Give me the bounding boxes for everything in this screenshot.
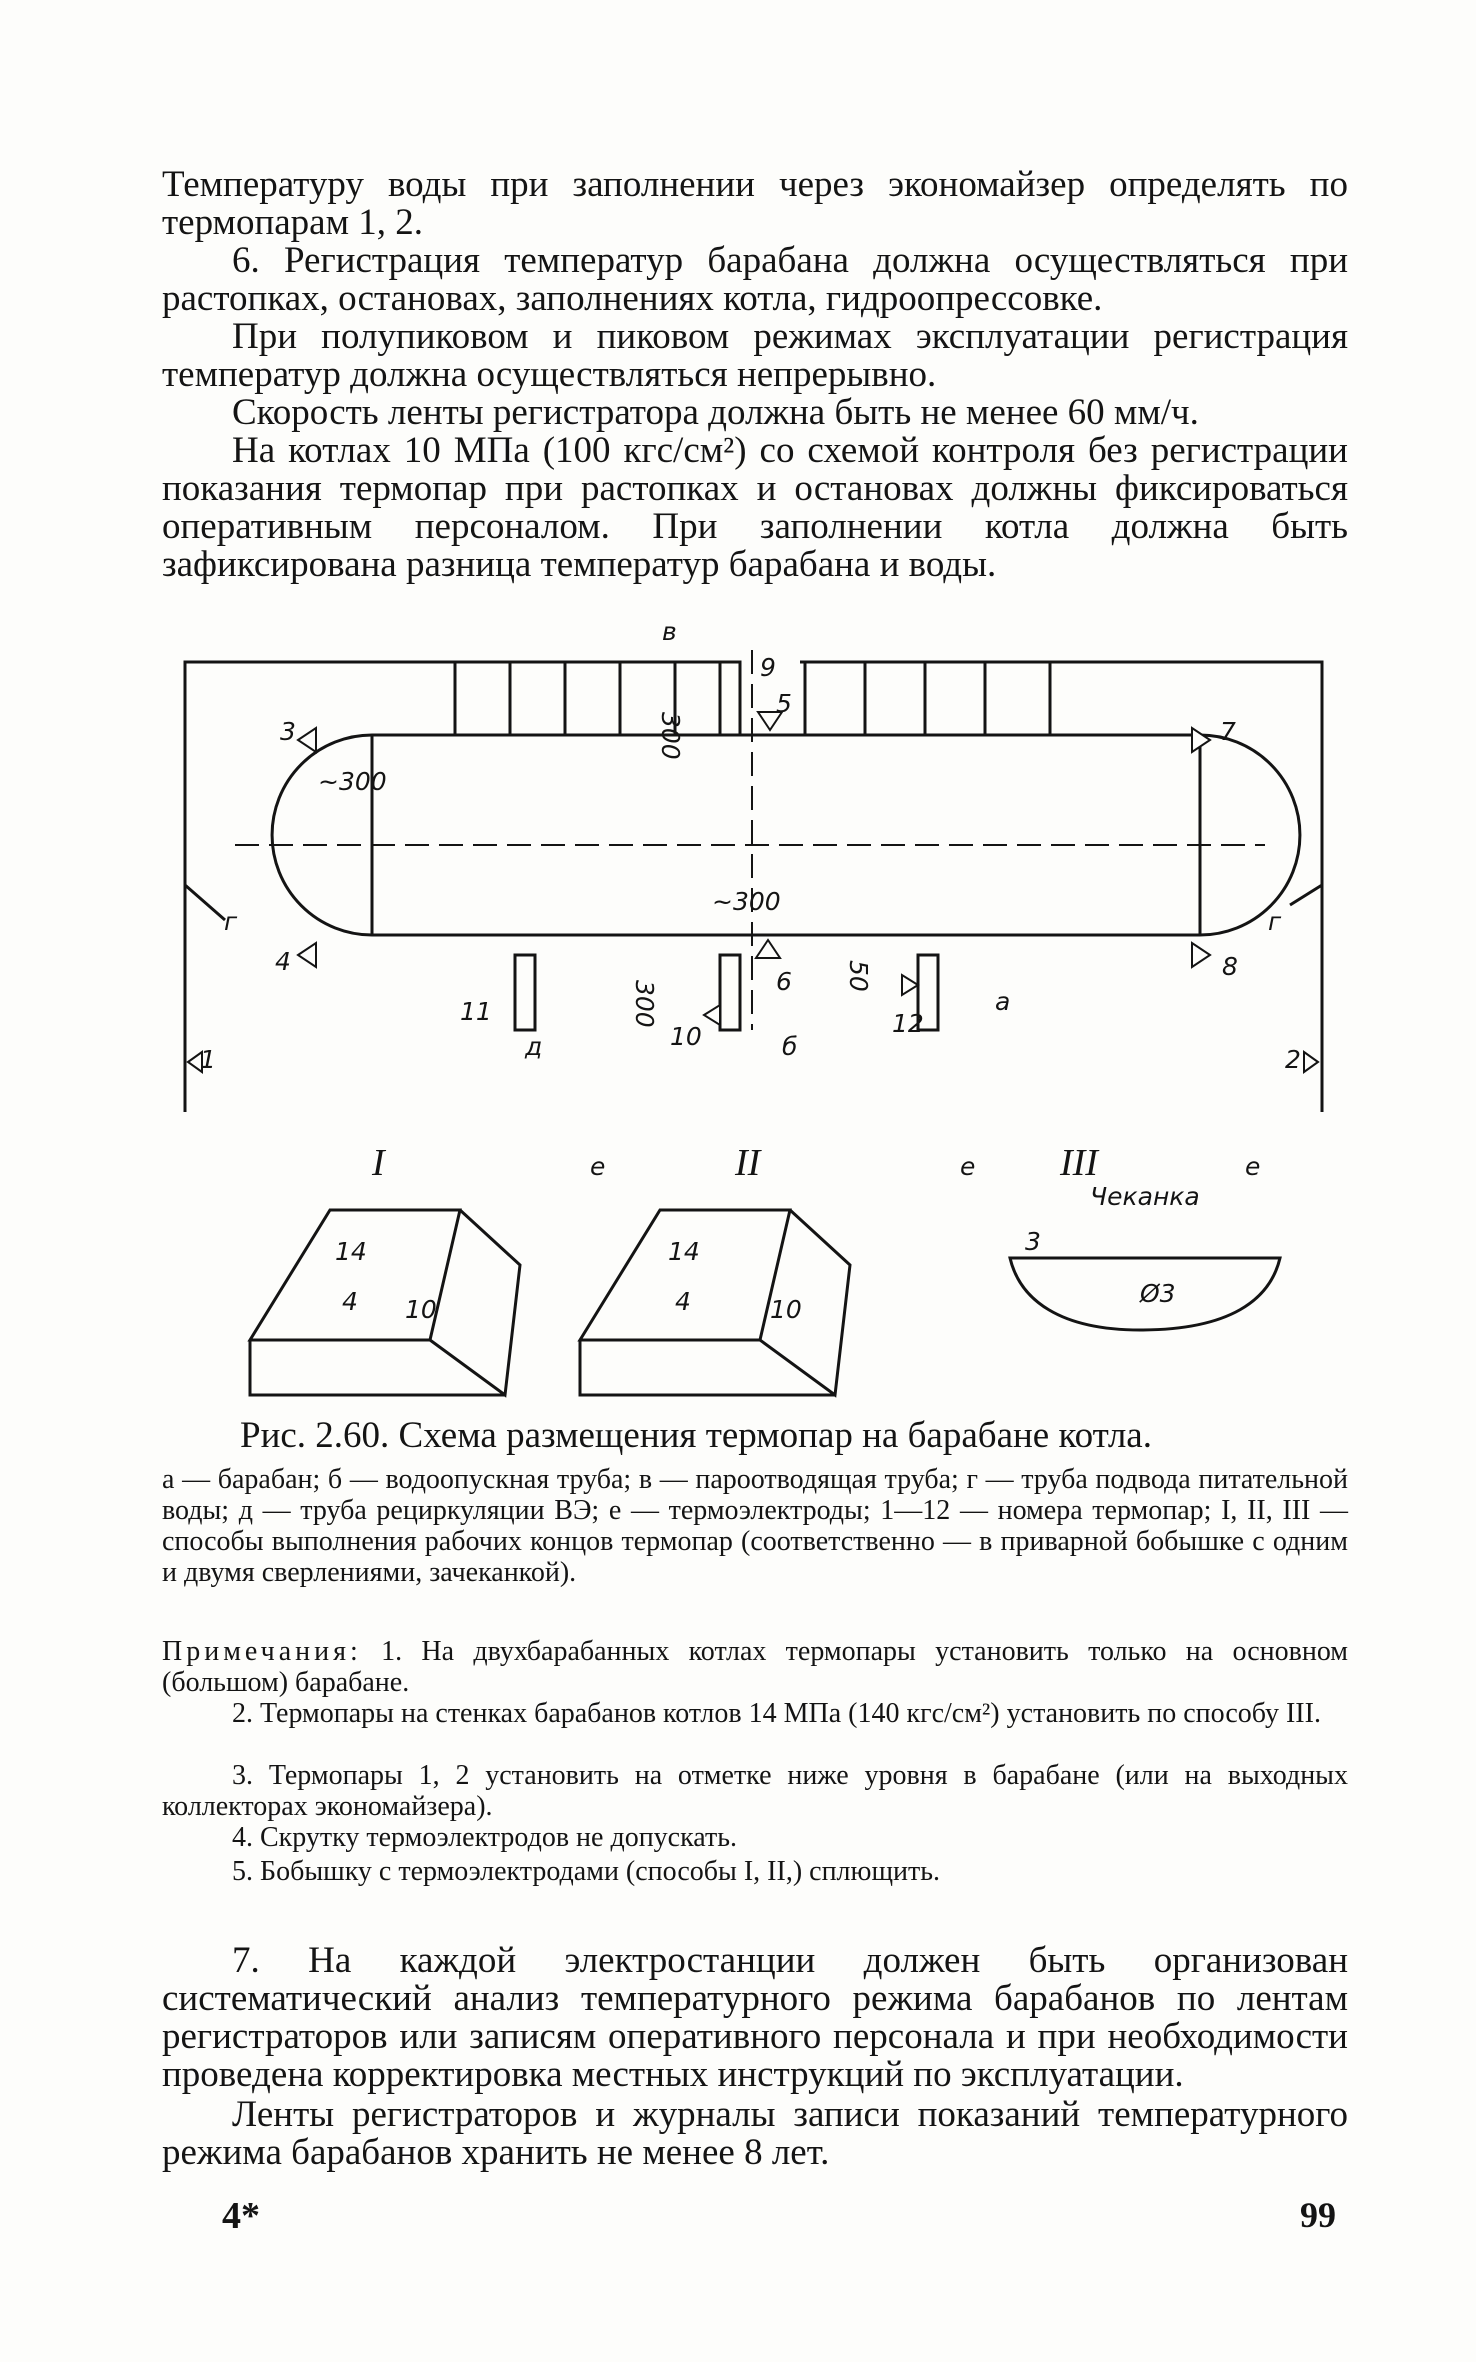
signature-mark: 4* — [222, 2195, 260, 2237]
paragraph-item-6: 6. Регистрация температур барабана должна осуществляться при растопках, остановах, заполнениях котла, гидроопрессовке. — [162, 240, 1348, 319]
dim-10-I: 10 — [405, 1295, 437, 1324]
notes-label: Примечания: — [162, 1636, 362, 1667]
label-7: 7 — [1220, 717, 1236, 746]
notes-note-1 — [162, 1636, 1348, 1698]
label-2: 2 — [1285, 1045, 1301, 1074]
note-5: 5. Бобышку с термоэлектродами (способы I, II,) сплющить. — [232, 1856, 940, 1887]
label-4: 4 — [275, 947, 291, 976]
label-chekanka: Чеканка — [1090, 1182, 1200, 1211]
paragraph-peak-modes: При полупиковом и пиковом режимах эксплуатации регистрация температур должна осуществляться непрерывно. — [162, 316, 1348, 395]
label-b: б — [782, 1032, 798, 1061]
note-4: 4. Скрутку термоэлектродов не допускать. — [232, 1822, 737, 1853]
dim-approx-300-left: ~300 — [318, 767, 387, 796]
paragraph-10mpa-boilers: На котлах 10 МПа (100 кгс/см²) со схемой контроля без регистрации показания термопар при растопках и остановах должны фиксироваться оперативным персоналом. При заполнении котла должна быть зафиксирована разница температур барабана и воды. — [162, 430, 1348, 585]
method-III-label: III — [1060, 1142, 1098, 1184]
dim-300-bottom: 300 — [630, 980, 659, 1028]
label-e-III: е — [1245, 1152, 1261, 1181]
label-a: а — [995, 987, 1011, 1016]
label-v: в — [662, 617, 677, 646]
figure-legend: а — барабан; б — водоопускная труба; в — пароотводящая труба; г — труба подвода питательной воды; д — труба рециркуляции ВЭ; е — термоэлектроды; 1—12 — номера термопар; I, II, III — способы выполнения рабочих концов термопар (соответственно — в приварной бобышке с одним и двумя сверлениями, зачеканкой). — [162, 1464, 1348, 1588]
paragraph-item-7: 7. На каждой электростанции должен быть организован систематический анализ температурного режима барабанов по лентам регистраторов или записям оперативного персонала и при необходимости проведена корректировка местных инструкций по эксплуатации. — [162, 1940, 1348, 2095]
dim-300-top: 300 — [656, 712, 685, 760]
label-e-II: е — [960, 1152, 976, 1181]
label-10: 10 — [670, 1022, 702, 1051]
label-e-I: е — [590, 1152, 606, 1181]
label-6: 6 — [776, 967, 792, 996]
dim-50: 50 — [844, 960, 873, 992]
label-g-right: г — [1268, 907, 1282, 936]
dim-d3: Ø3 — [1140, 1279, 1176, 1308]
dim-approx-300-center: ~300 — [712, 887, 781, 916]
note-3: 3. Термопары 1, 2 установить на отметке ниже уровня в барабане (или на выходных коллекторах экономайзера). — [162, 1760, 1348, 1822]
method-II-label: II — [735, 1142, 761, 1184]
dim-3: 3 — [1025, 1227, 1041, 1256]
label-5: 5 — [776, 689, 792, 718]
label-11: 11 — [460, 997, 492, 1026]
paragraph-water-temperature: Температуру воды при заполнении через экономайзер определять по термопарам 1, 2. — [162, 164, 1348, 243]
method-I-label: I — [372, 1142, 385, 1184]
label-8: 8 — [1222, 952, 1238, 981]
dim-14-II: 14 — [668, 1237, 700, 1266]
label-3: 3 — [280, 717, 296, 746]
dim-14-I: 14 — [335, 1237, 367, 1266]
note-1: 1. На двухбарабанных котлах термопары установить только на основном (большом) барабане. — [162, 1636, 1349, 1698]
label-d: д — [525, 1032, 543, 1061]
paragraph-tape-speed: Скорость ленты регистратора должна быть не менее 60 мм/ч. — [232, 392, 1199, 433]
note-2: 2. Термопары на стенках барабанов котлов 14 МПа (140 кгс/см²) установить по способу III. — [232, 1698, 1321, 1729]
figure-caption-title: Рис. 2.60. Схема размещения термопар на барабане котла. — [240, 1415, 1152, 1456]
dim-4-II: 4 — [675, 1287, 691, 1316]
dim-4-I: 4 — [342, 1287, 358, 1316]
paragraph-tape-storage: Ленты регистраторов и журналы записи показаний температурного режима барабанов хранить не менее 8 лет. — [162, 2094, 1348, 2173]
label-9: 9 — [760, 653, 776, 682]
dim-10-II: 10 — [770, 1295, 802, 1324]
label-12: 12 — [892, 1009, 924, 1038]
thermocouple-diagram — [0, 600, 1476, 1420]
label-g-left: г — [224, 907, 238, 936]
label-1: 1 — [200, 1045, 216, 1074]
page-number: 99 — [1300, 2195, 1336, 2235]
